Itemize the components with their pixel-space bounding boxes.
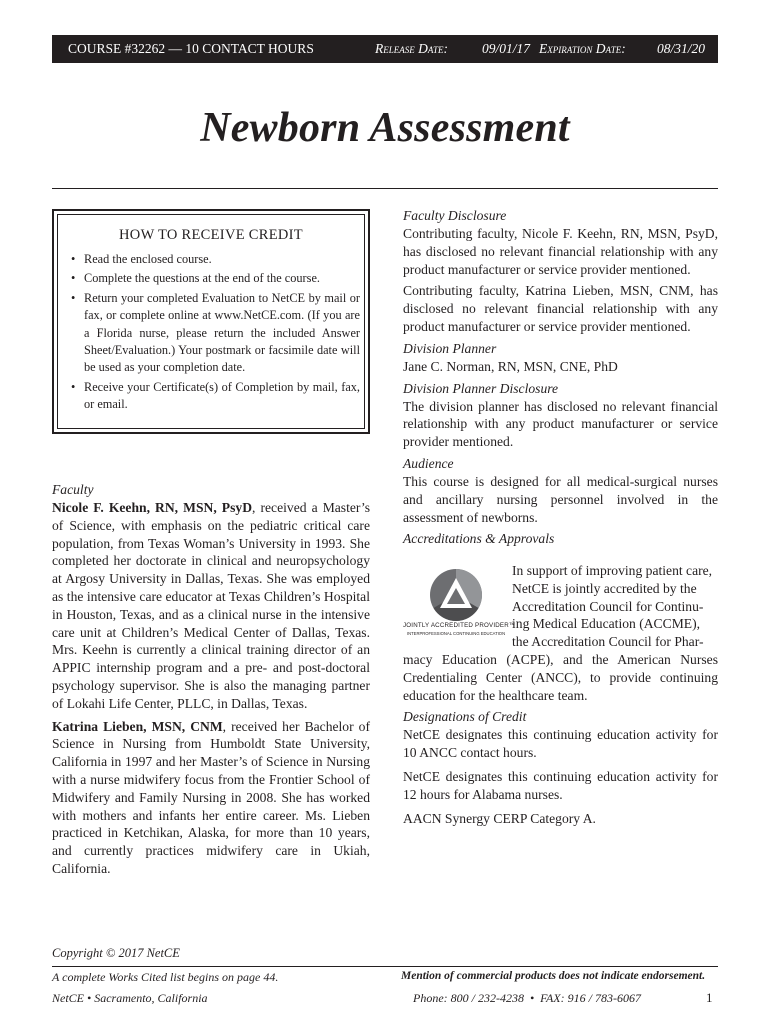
endorsement-note: Mention of commercial products does not indicate endorsement. <box>401 970 706 982</box>
audience-heading: Audience <box>403 455 454 471</box>
accreditations-heading: Accreditations & Approvals <box>403 531 555 547</box>
faculty-bio-lieben-text: , received her Bachelor of Science in Nursing from Humboldt State University, California in 1997 and her Master’s of Science in Nursing with a nurse midwifery focus from the Frontier School of Midwifery and Family Nursing in 2008. She has worked with mothers and infants her entire career. Ms. Lieben practiced in Ketchikan, Alaska, for more than 10 years, and currently practices midwifery care in Ukiah, California. <box>52 718 370 876</box>
faculty-disclosure-lieben: Contributing faculty, Katrina Lieben, MSN, CNM, has disclosed no relevant financial relationship with any product manufacturer or service provider mentioned. <box>403 283 718 334</box>
accreditation-line: the Accreditation Council for Phar- <box>512 634 704 650</box>
expiration-date-label: Expiration Date: <box>539 41 626 56</box>
disclosure-section <box>403 207 718 548</box>
footer-divider <box>52 966 718 967</box>
faculty-bio-lieben <box>52 718 370 878</box>
accreditation-line: Accreditation Council for Continu- <box>512 598 704 614</box>
course-header-bar <box>52 35 718 63</box>
release-date-label: Release Date: <box>375 41 449 56</box>
copyright: Copyright © 2017 NetCE <box>52 946 180 960</box>
credit-steps-list <box>70 251 360 416</box>
course-number: COURSE #32262 — 10 CONTACT HOURS <box>68 41 314 56</box>
logo-subcaption: INTERPROFESSIONAL CONTINUING EDUCATION <box>406 631 506 636</box>
credit-instructions-box <box>52 209 370 434</box>
faculty-bio-keehn <box>52 499 370 713</box>
designations-heading: Designations of Credit <box>403 709 527 725</box>
designation-aacn: AACN Synergy CERP Category A. <box>403 810 596 826</box>
faculty-name-lieben: Katrina Lieben, MSN, CNM <box>52 718 223 734</box>
faculty-bio-keehn-text: , received a Master’s of Science, with emphasis on the pediatric critical care population, from Texas Woman’s University in 1993. She completed her doctorate in clinical and neuropsychology at Argosy University in Dallas, Texas. She was employed as the intensive care educator at Texas Children’s Hospital in Houston, Texas, and as a clinical nurse in the intensive care unit at Children’s Medical Center of Dallas, Texas. Mrs. Keehn is currently a clinical training director of an APPIC internship program and a pre- and post-doctoral psychology supervisor. She is also the managing partner of Lokahi Life Center, PLLC, in Dallas, Texas. <box>52 500 371 711</box>
publisher-location: NetCE • Sacramento, California <box>52 991 208 1005</box>
expiration-date: 08/31/20 <box>657 41 706 56</box>
credit-designations-section <box>403 651 718 827</box>
planner-disclosure: The division planner has disclosed no relevant financial relationship with any product manufacturer or service provider mentioned. <box>403 398 718 450</box>
page-number: 1 <box>706 990 713 1005</box>
page-title: Newborn Assessment <box>200 105 570 151</box>
credit-step: • Complete the questions at the end of the course. <box>70 270 360 287</box>
contact-numbers: Phone: 800 / 232-4238 • FAX: 916 / 783-6067 <box>413 991 641 1005</box>
release-date: 09/01/17 <box>482 41 531 56</box>
division-planner-heading: Division Planner <box>403 340 497 356</box>
faculty-name-keehn: Nicole F. Keehn, RN, MSN, PsyD <box>52 500 253 515</box>
accreditation-line: ing Medical Education (ACCME), <box>512 616 701 632</box>
accreditation-continued: macy Education (ACPE), and the American Nurses Credentialing Center (ANCC), to provide continuing education for the healthcare team. <box>403 652 718 703</box>
title-divider <box>52 188 718 189</box>
credit-step: • Read the enclosed course. <box>70 251 360 268</box>
designation-ancc: NetCE designates this continuing education activity for 10 ANCC contact hours. <box>403 727 718 761</box>
credit-box-inner-border <box>57 214 365 429</box>
credit-step: • Receive your Certificate(s) of Completion by mail, fax, or email. <box>70 379 360 414</box>
credit-box-title: HOW TO RECEIVE CREDIT <box>119 227 303 243</box>
credit-step: • Return your completed Evaluation to NetCE by mail or fax, or complete online at www.NetCE.com. (If you are a Florida nurse, please return the included Answer Sheet/Evaluation.) Your postmark or facsimile date will be used as your completion date. <box>70 290 360 377</box>
logo-caption: JOINTLY ACCREDITED PROVIDER™ <box>403 622 516 629</box>
accreditation-side-text <box>512 562 718 651</box>
planner-disclosure-heading: Division Planner Disclosure <box>403 380 559 396</box>
accreditation-line: In support of improving patient care, <box>512 563 713 578</box>
designation-alabama: NetCE designates this continuing education activity for 12 hours for Alabama nurses. <box>403 768 718 802</box>
faculty-heading: Faculty <box>52 482 94 497</box>
faculty-section <box>52 481 370 878</box>
audience-text: This course is designed for all medical-surgical nurses and ancillary nursing personnel involved in the assessment of newborns. <box>403 473 718 525</box>
jointly-accredited-provider-logo <box>403 566 516 642</box>
accreditation-line: NetCE is jointly accredited by the <box>512 580 697 596</box>
faculty-disclosure-heading: Faculty Disclosure <box>403 208 507 223</box>
division-planner: Jane C. Norman, RN, MSN, CNE, PhD <box>403 358 618 374</box>
works-cited-note: A complete Works Cited list begins on page 44. <box>52 970 279 984</box>
faculty-disclosure-keehn: Contributing faculty, Nicole F. Keehn, RN, MSN, PsyD, has disclosed no relevant financial relationship with any product manufacturer or service provider mentioned. <box>403 226 718 277</box>
